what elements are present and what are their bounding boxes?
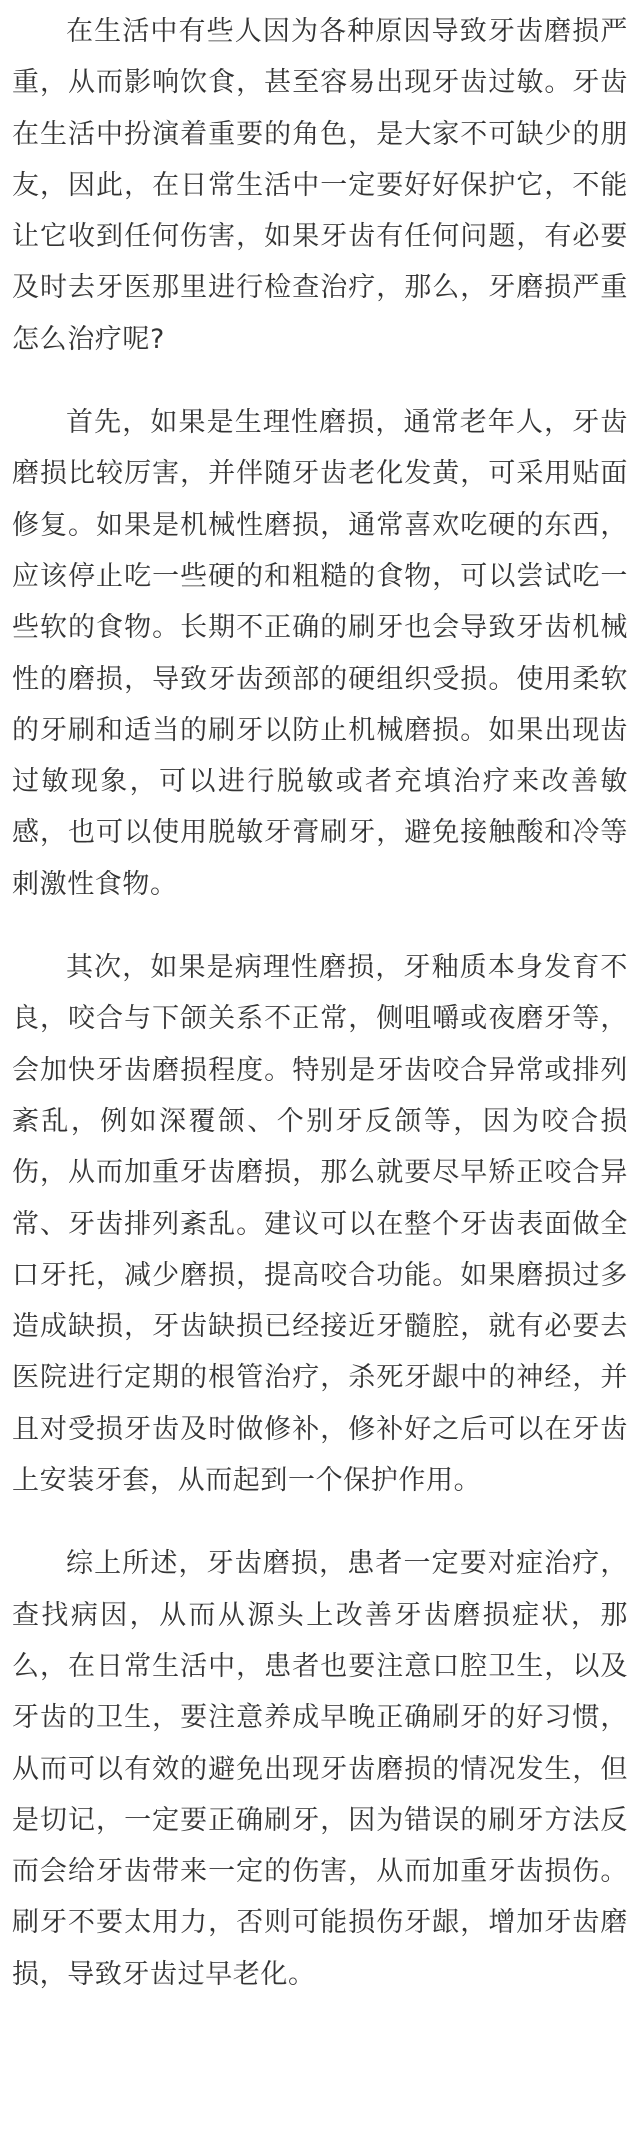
paragraph-second: 其次，如果是病理性磨损，牙釉质本身发育不良，咬合与下颌关系不正常，侧咀嚼或夜磨牙等，会加快牙齿磨损程度。特别是牙齿咬合异常或排列紊乱，例如深覆颌、个别牙反颌等，因为咬合损伤，从而加重牙齿磨损，那么就要尽早矫正咬合异常、牙齿排列紊乱。建议可以在整个牙齿表面做全口牙托，减少磨损，提高咬合功能。如果磨损过多造成缺损，牙齿缺损已经接近牙髓腔，就有必要去医院进行定期的根管治疗，杀死牙龈中的神经，并且对受损牙齿及时做修补，修补好之后可以在牙齿上安装牙套，从而起到一个保护作用。 — [12, 952, 628, 1497]
paragraph-first: 首先，如果是生理性磨损，通常老年人，牙齿磨损比较厉害，并伴随牙齿老化发黄，可采用贴面修复。如果是机械性磨损，通常喜欢吃硬的东西，应该停止吃一些硬的和粗糙的食物，可以尝试吃一些软的食物。长期不正确的刷牙也会导致牙齿机械性的磨损，导致牙齿颈部的硬组织受损。使用柔软的牙刷和适当的刷牙以防止机械磨损。如果出现齿过敏现象，可以进行脱敏或者充填治疗来改善敏感，也可以使用脱敏牙膏刷牙，避免接触酸和冷等刺激性食物。 — [12, 407, 628, 900]
paragraph-intro: 在生活中有些人因为各种原因导致牙齿磨损严重，从而影响饮食，甚至容易出现牙齿过敏。牙齿在生活中扮演着重要的角色，是大家不可缺少的朋友，因此，在日常生活中一定要好好保护它，不能让它收到任何伤害，如果牙齿有任何问题，有必要及时去牙医那里进行检查治疗，那么，牙磨损严重怎么治疗呢? — [12, 16, 628, 355]
paragraph-conclusion: 综上所述，牙齿磨损，患者一定要对症治疗，查找病因，从而从源头上改善牙齿磨损症状，那么，在日常生活中，患者也要注意口腔卫生，以及牙齿的卫生，要注意养成早晚正确刷牙的好习惯，从而可以有效的避免出现牙齿磨损的情况发生，但是切记，一定要正确刷牙，因为错误的刷牙方法反而会给牙齿带来一定的伤害，从而加重牙齿损伤。刷牙不要太用力，否则可能损伤牙龈，增加牙齿磨损，导致牙齿过早老化。 — [12, 1548, 628, 1990]
